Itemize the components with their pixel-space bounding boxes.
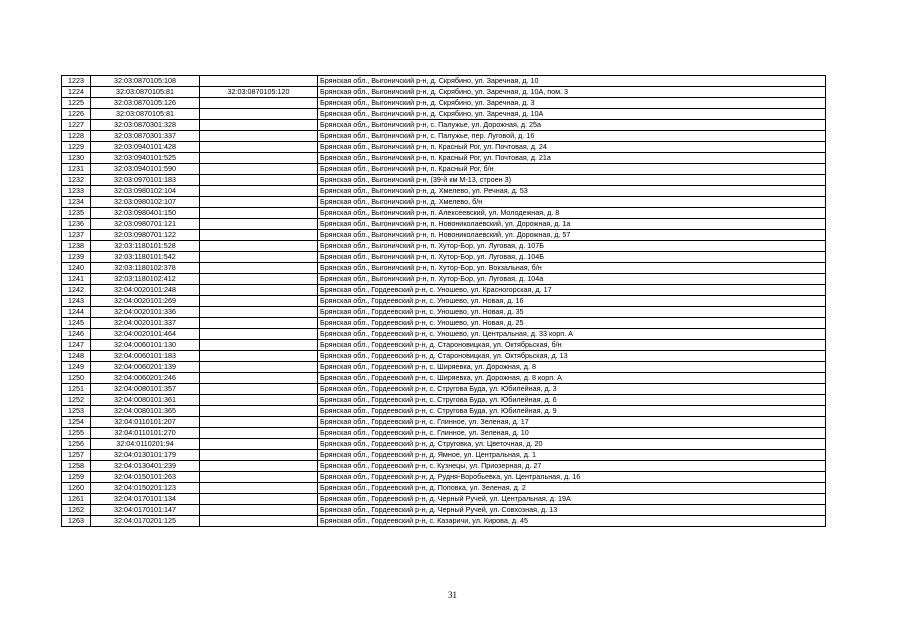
address-cell: Брянская обл., Гордеевский р-н, с. Уношево, ул. Новая, д. 16 [318,296,826,307]
cadastral-number-cell: 32:04:0110201:94 [91,439,200,450]
address-cell: Брянская обл., Выгоничский р-н, п. Хутор-Бор, ул. Луговая, д. 107Б [318,241,826,252]
related-cadastral-number-cell [200,109,318,120]
table-row [62,252,826,263]
cadastral-number-cell: 32:03:0870105:126 [91,98,200,109]
row-number-cell: 1233 [62,186,91,197]
address-cell: Брянская обл., Выгоничский р-н, п. Красный Рог, ул. Почтовая, д. 24 [318,142,826,153]
address-cell: Брянская обл., Выгоничский р-н, п. Хутор-Бор, ул. Вокзальная, б/н [318,263,826,274]
related-cadastral-number-cell [200,406,318,417]
table-row [62,208,826,219]
related-cadastral-number-cell [200,120,318,131]
address-cell: Брянская обл., Выгоничский р-н, п. Новониколаевский, ул. Дорожная, д. 1а [318,219,826,230]
related-cadastral-number-cell [200,351,318,362]
table-row [62,362,826,373]
cadastral-number-cell: 32:03:0970101:183 [91,175,200,186]
cadastral-number-cell: 32:03:0940101:590 [91,164,200,175]
row-number-cell: 1223 [62,76,91,87]
table-row [62,439,826,450]
cadastral-number-cell: 32:03:1180101:542 [91,252,200,263]
address-cell: Брянская обл., Гордеевский р-н, д. Струговка, ул. Цветочная, д. 20 [318,439,826,450]
row-number-cell: 1227 [62,120,91,131]
table-row [62,153,826,164]
address-cell: Брянская обл., Выгоничский р-н, п. Красный Рог, б/н [318,164,826,175]
cadastral-number-cell: 32:04:0130401:239 [91,461,200,472]
cadastral-number-cell: 32:03:0940101:525 [91,153,200,164]
table-row [62,109,826,120]
row-number-cell: 1246 [62,329,91,340]
table-row [62,175,826,186]
address-cell: Брянская обл., Гордеевский р-н, с. Уношево, ул. Новая, д. 35 [318,307,826,318]
cadastral-number-cell: 32:04:0020101:464 [91,329,200,340]
table-row [62,186,826,197]
cadastral-number-cell: 32:03:0980401:150 [91,208,200,219]
cadastral-number-cell: 32:04:0170101:147 [91,505,200,516]
address-cell: Брянская обл., Гордеевский р-н, с. Уношево, ул. Красногорская, д. 17 [318,285,826,296]
table-row [62,131,826,142]
address-cell: Брянская обл., Гордеевский р-н, с. Уношево, ул. Новая, д. 25 [318,318,826,329]
related-cadastral-number-cell [200,395,318,406]
address-cell: Брянская обл., Выгоничский р-н, д. Скрябино, ул. Заречная, д. 3 [318,98,826,109]
related-cadastral-number-cell [200,142,318,153]
row-number-cell: 1245 [62,318,91,329]
row-number-cell: 1248 [62,351,91,362]
address-cell: Брянская обл., Гордеевский р-н, д. Черный Ручей, ул. Совхозная, д. 13 [318,505,826,516]
table-row [62,373,826,384]
address-cell: Брянская обл., Выгоничский р-н, д. Хмелево, б/н [318,197,826,208]
related-cadastral-number-cell [200,505,318,516]
related-cadastral-number-cell [200,164,318,175]
cadastral-number-cell: 32:04:0170101:134 [91,494,200,505]
row-number-cell: 1241 [62,274,91,285]
row-number-cell: 1249 [62,362,91,373]
row-number-cell: 1240 [62,263,91,274]
related-cadastral-number-cell [200,450,318,461]
address-cell: Брянская обл., Выгоничский р-н, д. Скрябино, ул. Заречная, д. 10А [318,109,826,120]
related-cadastral-number-cell [200,318,318,329]
related-cadastral-number-cell [200,241,318,252]
related-cadastral-number-cell [200,472,318,483]
related-cadastral-number-cell [200,307,318,318]
cadastral-number-cell: 32:04:0020101:269 [91,296,200,307]
table-row [62,329,826,340]
cadastral-number-cell: 32:03:0870105:81 [91,87,200,98]
row-number-cell: 1260 [62,483,91,494]
related-cadastral-number-cell [200,483,318,494]
table-row [62,516,826,527]
address-cell: Брянская обл., Гордеевский р-н, с. Кузнецы, ул. Приозерная, д. 27 [318,461,826,472]
row-number-cell: 1253 [62,406,91,417]
cadastral-number-cell: 32:04:0020101:248 [91,285,200,296]
cadastral-number-cell: 32:03:0870105:81 [91,109,200,120]
cadastral-number-cell: 32:04:0130101:179 [91,450,200,461]
row-number-cell: 1254 [62,417,91,428]
address-cell: Брянская обл., Гордеевский р-н, с. Стругова Буда, ул. Юбилейная, д. 3 [318,384,826,395]
related-cadastral-number-cell [200,197,318,208]
table-row [62,406,826,417]
address-cell: Брянская обл., Выгоничский р-н, д. Хмелево, ул. Речная, д. 53 [318,186,826,197]
row-number-cell: 1251 [62,384,91,395]
cadastral-number-cell: 32:03:0980102:104 [91,186,200,197]
address-cell: Брянская обл., Выгоничский р-н, п. Хутор-Бор, ул. Луговая, д. 104а [318,274,826,285]
address-cell: Брянская обл., Гордеевский р-н, с. Глинное, ул. Зеленая, д. 10 [318,428,826,439]
related-cadastral-number-cell [200,175,318,186]
related-cadastral-number-cell [200,384,318,395]
cadastral-number-cell: 32:03:0980701:121 [91,219,200,230]
table-row [62,164,826,175]
table-row [62,241,826,252]
cadastral-number-cell: 32:04:0080101:361 [91,395,200,406]
page-number: 31 [448,590,457,600]
cadastral-number-cell: 32:03:1180101:528 [91,241,200,252]
address-cell: Брянская обл., Выгоничский р-н, п. Алексеевский, ул. Молодежная, д. 8 [318,208,826,219]
table-row [62,417,826,428]
address-cell: Брянская обл., Гордеевский р-н, с. Стругова Буда, ул. Юбилейная, д. 9 [318,406,826,417]
table-row [62,87,826,98]
table-row [62,307,826,318]
address-cell: Брянская обл., Гордеевский р-н, д. Рудня-Воробьевка, ул. Центральная, д. 16 [318,472,826,483]
related-cadastral-number-cell [200,516,318,527]
cadastral-number-cell: 32:04:0150201:123 [91,483,200,494]
row-number-cell: 1262 [62,505,91,516]
row-number-cell: 1263 [62,516,91,527]
table-row [62,428,826,439]
related-cadastral-number-cell [200,417,318,428]
cadastral-number-cell: 32:03:0980102:107 [91,197,200,208]
table-row [62,318,826,329]
address-cell: Брянская обл., Выгоничский р-н, п. Красный Рог, ул. Почтовая, д. 21а [318,153,826,164]
row-number-cell: 1252 [62,395,91,406]
related-cadastral-number-cell [200,98,318,109]
row-number-cell: 1238 [62,241,91,252]
row-number-cell: 1244 [62,307,91,318]
table-row [62,230,826,241]
row-number-cell: 1237 [62,230,91,241]
table-row [62,494,826,505]
table-row [62,351,826,362]
address-cell: Брянская обл., Гордеевский р-н, д. Черный Ручей, ул. Центральная, д. 19А [318,494,826,505]
cadastral-number-cell: 32:04:0060201:139 [91,362,200,373]
table-row [62,340,826,351]
property-table-body [62,76,826,527]
row-number-cell: 1261 [62,494,91,505]
row-number-cell: 1242 [62,285,91,296]
row-number-cell: 1239 [62,252,91,263]
address-cell: Брянская обл., Выгоничский р-н, д. Скрябино, ул. Заречная, д. 10 [318,76,826,87]
cadastral-number-cell: 32:04:0020101:336 [91,307,200,318]
related-cadastral-number-cell [200,428,318,439]
cadastral-number-cell: 32:04:0150101:263 [91,472,200,483]
address-cell: Брянская обл., Гордеевский р-н, д. Староновицкая, ул. Октябрьская, д. 13 [318,351,826,362]
address-cell: Брянская обл., Выгоничский р-н, п. Хутор-Бор, ул. Луговая, д. 104Б [318,252,826,263]
table-row [62,142,826,153]
row-number-cell: 1256 [62,439,91,450]
table-row [62,120,826,131]
related-cadastral-number-cell [200,439,318,450]
cadastral-number-cell: 32:03:0870301:337 [91,131,200,142]
row-number-cell: 1236 [62,219,91,230]
related-cadastral-number-cell [200,274,318,285]
row-number-cell: 1229 [62,142,91,153]
property-table [61,75,826,527]
related-cadastral-number-cell [200,461,318,472]
table-row [62,505,826,516]
cadastral-number-cell: 32:04:0080101:365 [91,406,200,417]
row-number-cell: 1235 [62,208,91,219]
cadastral-number-cell: 32:03:0870301:328 [91,120,200,131]
address-cell: Брянская обл., Гордеевский р-н, с. Уношево, ул. Центральная, д. 33 корп. А [318,329,826,340]
address-cell: Брянская обл., Гордеевский р-н, с. Ширяевка, ул. Дорожная, д. 8 корп. А [318,373,826,384]
row-number-cell: 1243 [62,296,91,307]
address-cell: Брянская обл., Гордеевский р-н, д. Ямное, ул. Центральная, д. 1 [318,450,826,461]
table-row [62,98,826,109]
address-cell: Брянская обл., Гордеевский р-н, с. Ширяевка, ул. Дорожная, д. 8 [318,362,826,373]
related-cadastral-number-cell [200,230,318,241]
row-number-cell: 1259 [62,472,91,483]
row-number-cell: 1250 [62,373,91,384]
address-cell: Брянская обл., Выгоничский р-н, с. Палужье, пер. Луговой, д. 16 [318,131,826,142]
related-cadastral-number-cell [200,131,318,142]
related-cadastral-number-cell [200,263,318,274]
related-cadastral-number-cell [200,494,318,505]
cadastral-number-cell: 32:03:1180102:412 [91,274,200,285]
table-row [62,76,826,87]
table-row [62,274,826,285]
related-cadastral-number-cell [200,208,318,219]
related-cadastral-number-cell [200,362,318,373]
row-number-cell: 1232 [62,175,91,186]
related-cadastral-number-cell [200,373,318,384]
table-row [62,450,826,461]
address-cell: Брянская обл., Выгоничский р-н, (39-й км М-13, строен 3) [318,175,826,186]
table-row [62,285,826,296]
row-number-cell: 1258 [62,461,91,472]
row-number-cell: 1255 [62,428,91,439]
row-number-cell: 1234 [62,197,91,208]
table-row [62,296,826,307]
table-row [62,384,826,395]
related-cadastral-number-cell [200,285,318,296]
row-number-cell: 1247 [62,340,91,351]
cadastral-number-cell: 32:03:1180102:378 [91,263,200,274]
row-number-cell: 1226 [62,109,91,120]
related-cadastral-number-cell [200,296,318,307]
cadastral-number-cell: 32:04:0060201:246 [91,373,200,384]
cadastral-number-cell: 32:04:0060101:183 [91,351,200,362]
cadastral-number-cell: 32:03:0870105:108 [91,76,200,87]
related-cadastral-number-cell [200,153,318,164]
address-cell: Брянская обл., Гордеевский р-н, с. Казаричи, ул. Кирова, д. 45 [318,516,826,527]
table-row [62,219,826,230]
row-number-cell: 1228 [62,131,91,142]
address-cell: Брянская обл., Гордеевский р-н, д. Поповка, ул. Зеленая, д. 2 [318,483,826,494]
related-cadastral-number-cell [200,340,318,351]
related-cadastral-number-cell: 32:03:0870105:120 [200,87,318,98]
cadastral-number-cell: 32:04:0110101:270 [91,428,200,439]
cadastral-number-cell: 32:04:0170201:125 [91,516,200,527]
related-cadastral-number-cell [200,252,318,263]
cadastral-number-cell: 32:04:0110101:207 [91,417,200,428]
cadastral-number-cell: 32:04:0060101:130 [91,340,200,351]
row-number-cell: 1230 [62,153,91,164]
cadastral-number-cell: 32:03:0980701:122 [91,230,200,241]
table-row [62,472,826,483]
cadastral-number-cell: 32:04:0020101:337 [91,318,200,329]
address-cell: Брянская обл., Гордеевский р-н, с. Глинное, ул. Зеленая, д. 17 [318,417,826,428]
table-row [62,263,826,274]
related-cadastral-number-cell [200,329,318,340]
table-row [62,461,826,472]
cadastral-number-cell: 32:04:0080101:357 [91,384,200,395]
cadastral-number-cell: 32:03:0940101:428 [91,142,200,153]
row-number-cell: 1257 [62,450,91,461]
table-row [62,197,826,208]
address-cell: Брянская обл., Гордеевский р-н, д. Староновицкая, ул. Октябрьская, б/н [318,340,826,351]
address-cell: Брянская обл., Выгоничский р-н, п. Новониколаевский, ул. Дорожная, д. 57 [318,230,826,241]
row-number-cell: 1225 [62,98,91,109]
table-row [62,483,826,494]
table-row [62,395,826,406]
related-cadastral-number-cell [200,76,318,87]
address-cell: Брянская обл., Гордеевский р-н, с. Стругова Буда, ул. Юбилейная, д. 6 [318,395,826,406]
related-cadastral-number-cell [200,219,318,230]
address-cell: Брянская обл., Выгоничский р-н, д. Скрябино, ул. Заречная, д. 10А, пом. 3 [318,87,826,98]
address-cell: Брянская обл., Выгоничский р-н, с. Палужье, ул. Дорожная, д. 25а [318,120,826,131]
row-number-cell: 1231 [62,164,91,175]
related-cadastral-number-cell [200,186,318,197]
row-number-cell: 1224 [62,87,91,98]
